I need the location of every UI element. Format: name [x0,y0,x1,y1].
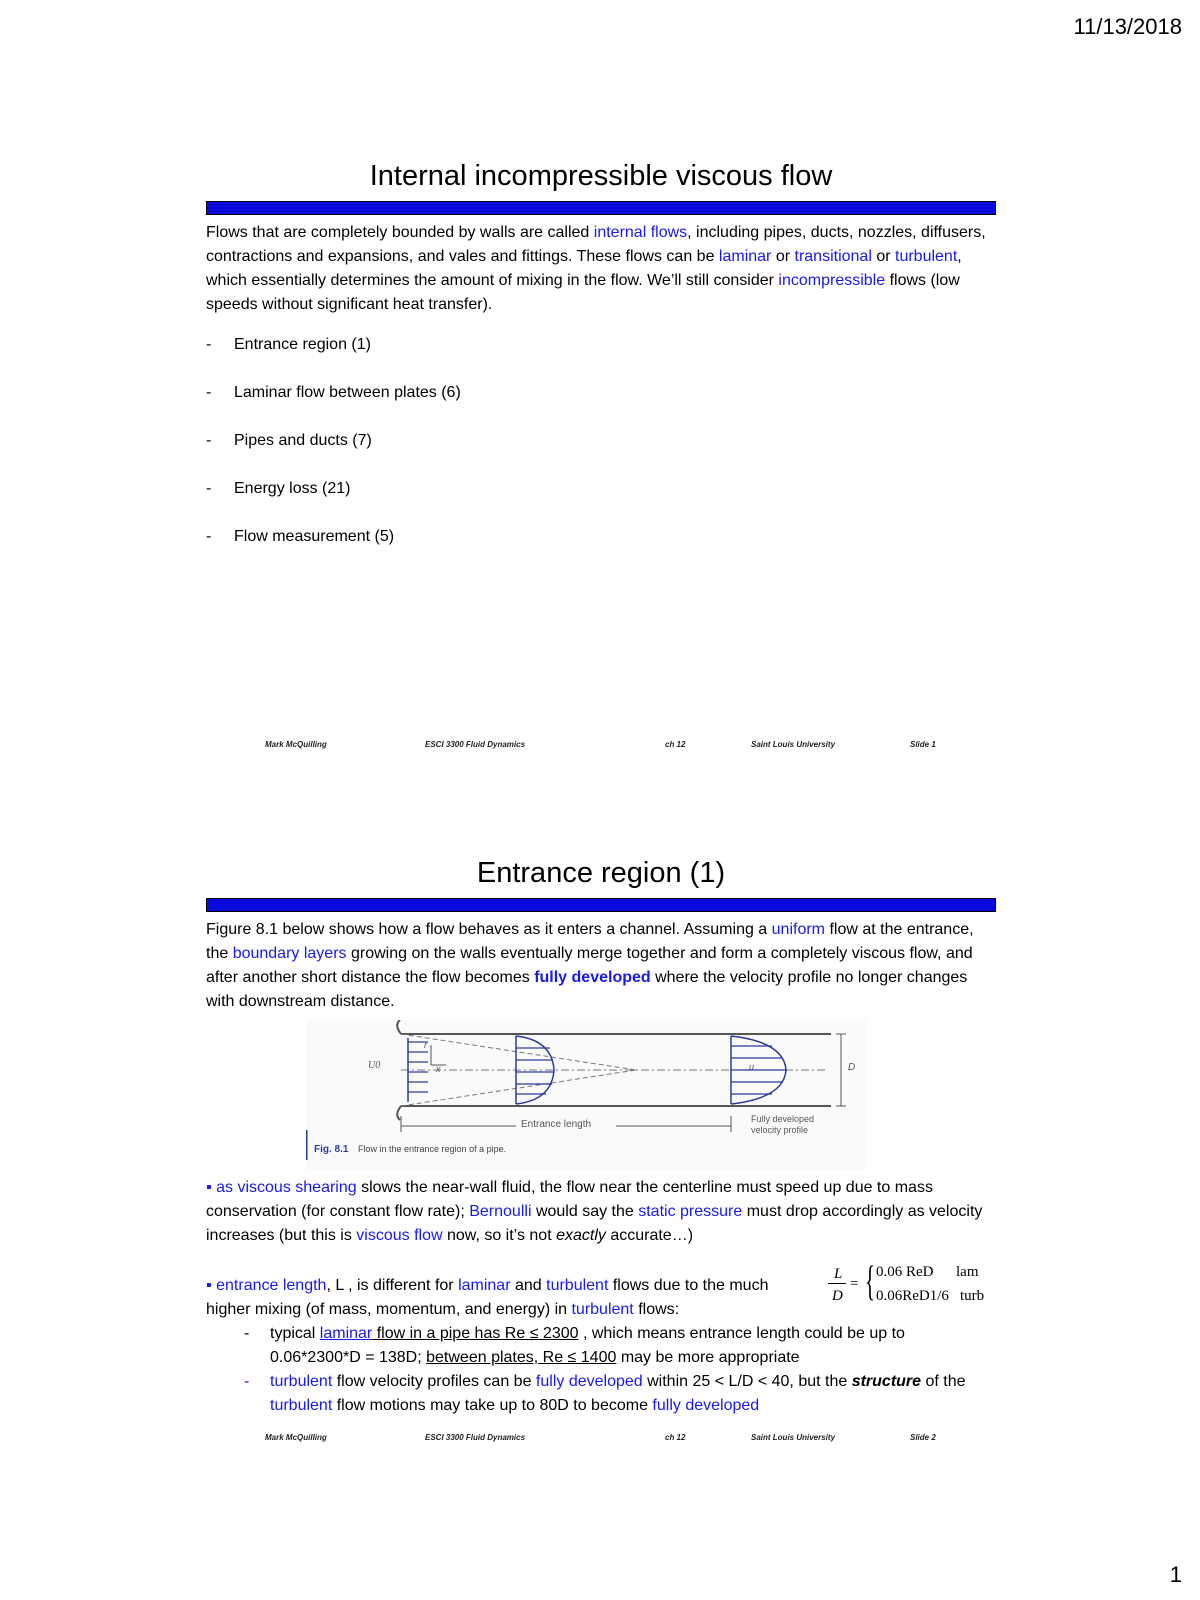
formula-denominator: D [832,1288,843,1304]
term-laminar: laminar [458,1277,511,1294]
text: flows (low speeds without significant heat transfer). [206,272,960,313]
footer-course: ESCI 3300 Fluid Dynamics [425,1433,526,1442]
text: , L , is different for [326,1277,459,1294]
label-u0: U0 [368,1060,381,1071]
label-d: D [848,1062,856,1073]
footer-slide: Slide 2 [910,1433,936,1442]
page-number: 1 [1169,1562,1182,1587]
fraction-bar [828,1283,846,1284]
term-turbulent: turbulent [270,1397,333,1414]
text: slows the near-wall fluid, the flow near the centerline must speed up due to mass conservation (for constant flow rate); [206,1179,933,1220]
text: within 25 < L/D < 40, but the [642,1373,852,1390]
figure-caption: Flow in the entrance region of a pipe. [358,1144,507,1154]
term-transitional: transitional [794,248,872,265]
entrance-length-label: Entrance length [521,1119,592,1130]
term-turbulent: turbulent [895,248,958,265]
page-date: 11/13/2018 [1073,14,1182,39]
footer-author: Mark McQuilling [265,1433,327,1442]
topic-list [206,333,996,573]
formula-numerator: L [834,1266,843,1282]
dash: - [206,480,212,497]
list-item [206,333,996,381]
footer-course: ESCI 3300 Fluid Dynamics [425,740,526,749]
text: or [871,248,895,265]
title-divider-bar [206,201,996,215]
topic-label: Entrance region (1) [234,336,371,353]
emphasis-exactly: exactly [556,1227,606,1244]
dash: - [206,432,212,449]
text: may be more appropriate [616,1349,800,1366]
equals-sign: = [850,1276,859,1292]
formula-tag-lam: lam [956,1264,979,1280]
text: , which essentially determines the amount of mixing in the flow. We’ll still consider [206,248,962,289]
text: or [771,248,795,265]
term-bernoulli: Bernoulli [469,1203,532,1220]
text: between plates, Re ≤ 1400 [426,1349,617,1366]
list-item [206,477,996,525]
term-turbulent: turbulent [270,1373,333,1390]
text: flows due to the much higher mixing (of mass, momentum, and energy) in [206,1277,769,1318]
term-boundary-layers: boundary layers [232,945,347,962]
topic-label: Flow measurement (5) [234,528,395,545]
footer-chapter: ch 12 [665,1433,686,1442]
term-entrance-length: entrance length [216,1277,327,1294]
entrance-length-block [206,1259,996,1322]
entrance-length-sublist [206,1322,996,1418]
term-uniform: uniform [771,921,826,938]
dash: - [244,1373,250,1390]
bullet-marker: ▪ as [206,1179,238,1196]
figure-number: Fig. 8.1 [314,1144,349,1155]
list-item [244,1370,996,1418]
bullet-marker: ▪ [206,1277,217,1294]
term-fully-developed: fully developed [535,1373,643,1390]
term-internal-flows: internal flows [593,224,688,241]
slide-title: Entrance region (1) [476,857,726,889]
intro-paragraph [206,918,996,1014]
text: Figure 8.1 below shows how a flow behaves as it enters a channel. Assuming a [206,921,772,938]
term-incompressible: incompressible [778,272,886,289]
term-turbulent: turbulent [571,1301,634,1318]
text: where the velocity profile no longer changes with downstream distance. [206,969,968,1010]
dash: - [206,528,212,545]
bullet-entrance-length [206,1274,806,1322]
term-static-pressure: static pressure [638,1203,743,1220]
slide-1 [206,160,996,573]
topic-label: Laminar flow between plates (6) [234,384,461,401]
label-u: u [749,1062,755,1072]
text: must drop accordingly as velocity increases (but this is [206,1203,983,1244]
footer-author: Mark McQuilling [265,740,327,749]
text: growing on the walls eventually merge together and form a completely viscous flow, and after another short distance the flow becomes [206,945,973,986]
emphasis-structure: structure [851,1373,922,1390]
title-divider-bar [206,898,996,912]
term-fully-developed: fully developed [534,969,651,986]
text: and [510,1277,547,1294]
text: flow motions may take up to 80D to become [332,1397,653,1414]
dash: - [206,336,212,353]
slide-2 [206,857,996,1418]
label-r: r [424,1040,427,1050]
dash: - [244,1325,250,1342]
label-x: x [436,1064,441,1074]
text: , which means entrance length could be up to 0.06*2300*D = 138D; [270,1325,905,1366]
text: now, so it’s not [442,1227,557,1244]
footer-school: Saint Louis University [751,740,836,749]
entrance-length-formula [826,1259,996,1314]
text: , including pipes, ducts, nozzles, diffusers, contractions and expansions, and vales and fittings. These flows can be [206,224,986,265]
term-laminar: laminar [718,248,772,265]
text: flow at the entrance, the [206,921,974,962]
text: flow in a pipe has Re ≤ 2300 [372,1325,579,1342]
term-turbulent: turbulent [546,1277,609,1294]
formula-tag-turb: turb [960,1288,985,1304]
text: flows: [633,1301,680,1318]
fully-developed-profile-label: Fully developed velocity profile [751,1114,815,1135]
term-laminar: laminar [319,1325,373,1342]
slide-title: Internal incompressible viscous flow [369,160,833,192]
term-viscous-flow: viscous flow [356,1227,443,1244]
footer-school: Saint Louis University [751,1433,836,1442]
topic-label: Pipes and ducts (7) [234,432,372,449]
brace: { [865,1259,876,1305]
text: would say the [531,1203,639,1220]
entrance-region-figure [306,1020,866,1170]
text: typical [270,1325,320,1342]
list-item [206,429,996,477]
dash: - [206,384,212,401]
topic-label: Energy loss (21) [234,480,351,497]
list-item [244,1322,996,1370]
footer-slide: Slide 1 [910,740,936,749]
text: of the [921,1373,966,1390]
formula-row-turbulent: 0.06ReD1/6 [876,1288,949,1304]
term-viscous-shearing: viscous shearing [237,1179,357,1196]
intro-paragraph [206,221,996,317]
formula-row-laminar: 0.06 ReD [876,1264,934,1280]
text: flow velocity profiles can be [332,1373,536,1390]
list-item [206,381,996,429]
term-fully-developed: fully developed [652,1397,760,1414]
list-item [206,525,996,573]
text: accurate…) [605,1227,694,1244]
footer-chapter: ch 12 [665,740,686,749]
text: Flows that are completely bounded by walls are called [206,224,594,241]
bullet-viscous-shearing [206,1176,996,1248]
